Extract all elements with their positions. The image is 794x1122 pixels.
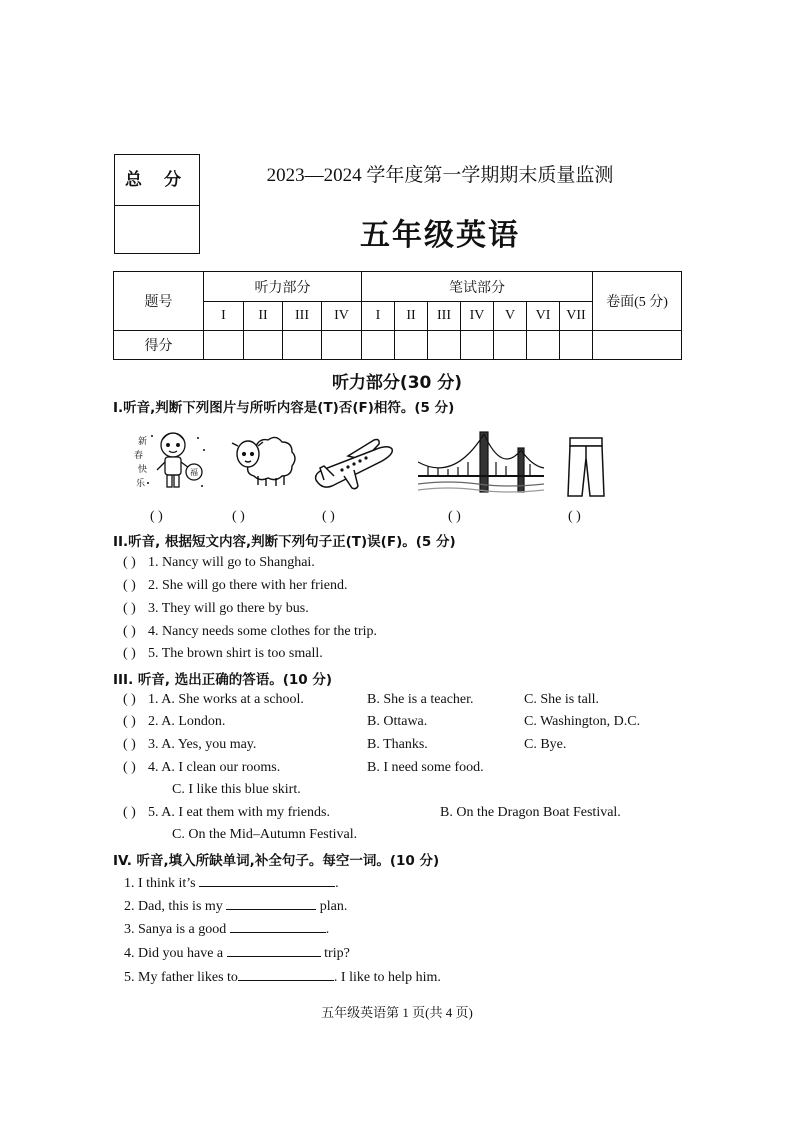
answer-paren[interactable]: ( ) bbox=[123, 555, 136, 570]
blank-field[interactable] bbox=[226, 896, 316, 910]
option-c: C. Bye. bbox=[524, 737, 567, 752]
trousers-icon bbox=[566, 436, 606, 498]
listening-col: I bbox=[204, 302, 244, 331]
writing-col: VII bbox=[560, 302, 593, 331]
option-b: B. Thanks. bbox=[367, 737, 428, 752]
list-item: 1. Nancy will go to Shanghai. bbox=[148, 555, 315, 570]
boy-new-year-icon bbox=[128, 428, 214, 496]
fill-sentence bbox=[124, 873, 339, 892]
score-cell[interactable] bbox=[461, 331, 494, 360]
caption-char: 春 bbox=[134, 451, 144, 461]
answer-paren[interactable]: ( ) bbox=[123, 805, 136, 820]
option-b: B. I need some food. bbox=[367, 760, 484, 775]
list-item: 4. Nancy needs some clothes for the trip. bbox=[148, 624, 377, 639]
option-b: B. Ottawa. bbox=[367, 714, 428, 729]
part2-heading: II.听音, 根据短文内容,判断下列句子正(T)误(F)。(5 分) bbox=[113, 534, 456, 550]
listening-col: IV bbox=[322, 302, 362, 331]
score-cell[interactable] bbox=[527, 331, 560, 360]
bridge-icon bbox=[418, 428, 544, 496]
option-a: 2. A. London. bbox=[148, 714, 226, 729]
blank-field[interactable] bbox=[230, 919, 326, 933]
writing-col: V bbox=[494, 302, 527, 331]
caption-char: 乐 bbox=[136, 479, 146, 489]
score-table bbox=[113, 271, 682, 360]
blank-field[interactable] bbox=[199, 873, 335, 887]
total-score-label: 总 分 bbox=[125, 170, 189, 190]
fill-sentence bbox=[124, 943, 350, 962]
sentence-after: plan. bbox=[319, 899, 348, 914]
option-a: 4. A. I clean our rooms. bbox=[148, 760, 281, 775]
answer-paren[interactable]: ( ) bbox=[232, 509, 245, 524]
blank-field[interactable] bbox=[238, 967, 334, 981]
writing-section-label: 笔试部分 bbox=[362, 272, 593, 302]
answer-paren[interactable]: ( ) bbox=[123, 760, 136, 775]
writing-col: II bbox=[395, 302, 428, 331]
list-item: 3. They will go there by bus. bbox=[148, 601, 309, 616]
caption-char: 快 bbox=[138, 465, 148, 475]
answer-paren[interactable]: ( ) bbox=[123, 624, 136, 639]
sentence-after: trip? bbox=[324, 946, 350, 961]
score-row-label: 得分 bbox=[114, 331, 204, 360]
answer-paren[interactable]: ( ) bbox=[123, 692, 136, 707]
option-c: C. I like this blue skirt. bbox=[172, 782, 301, 797]
part3-heading: III. 听音, 选出正确的答语。(10 分) bbox=[113, 672, 333, 688]
sentence-before: 5. My father likes to bbox=[124, 970, 238, 985]
listening-section-label: 听力部分 bbox=[204, 272, 362, 302]
sentence-before: 3. Sanya is a good bbox=[124, 922, 227, 937]
answer-paren[interactable]: ( ) bbox=[150, 509, 163, 524]
score-cell[interactable] bbox=[395, 331, 428, 360]
score-cell[interactable] bbox=[204, 331, 244, 360]
sentence-before: 2. Dad, this is my bbox=[124, 899, 223, 914]
answer-paren[interactable]: ( ) bbox=[448, 509, 461, 524]
option-b: B. On the Dragon Boat Festival. bbox=[440, 805, 621, 820]
exam-title: 2023—2024 学年度第一学期期末质量监测 bbox=[266, 165, 614, 186]
total-score-divider bbox=[115, 205, 199, 206]
answer-paren[interactable]: ( ) bbox=[568, 509, 581, 524]
listening-heading: 听力部分(30 分) bbox=[331, 373, 463, 393]
writing-col: III bbox=[428, 302, 461, 331]
total-score-box bbox=[114, 154, 200, 254]
part4-heading: IV. 听音,填入所缺单词,补全句子。每空一词。(10 分) bbox=[113, 853, 440, 869]
answer-paren[interactable]: ( ) bbox=[123, 601, 136, 616]
question-number-label: 题号 bbox=[114, 272, 204, 331]
neatness-label: 卷面(5 分) bbox=[593, 272, 682, 331]
score-cell[interactable] bbox=[283, 331, 322, 360]
option-a: 5. A. I eat them with my friends. bbox=[148, 805, 330, 820]
option-a: 3. A. Yes, you may. bbox=[148, 737, 257, 752]
answer-paren[interactable]: ( ) bbox=[123, 646, 136, 661]
option-c: C. Washington, D.C. bbox=[524, 714, 641, 729]
listening-col: III bbox=[283, 302, 322, 331]
airplane-icon bbox=[312, 436, 396, 492]
sheep-icon bbox=[230, 432, 300, 488]
score-cell[interactable] bbox=[322, 331, 362, 360]
list-item: 2. She will go there with her friend. bbox=[148, 578, 348, 593]
answer-paren[interactable]: ( ) bbox=[123, 578, 136, 593]
option-b: B. She is a teacher. bbox=[367, 692, 474, 707]
listening-col: II bbox=[244, 302, 283, 331]
score-cell[interactable] bbox=[560, 331, 593, 360]
sentence-before: 1. I think it’s bbox=[124, 876, 196, 891]
fill-sentence bbox=[124, 967, 441, 986]
fill-sentence bbox=[124, 919, 329, 938]
option-a: 1. A. She works at a school. bbox=[148, 692, 304, 707]
caption-char: 新 bbox=[138, 437, 148, 447]
sentence-after: . bbox=[335, 876, 339, 891]
writing-col: I bbox=[362, 302, 395, 331]
answer-paren[interactable]: ( ) bbox=[322, 509, 335, 524]
fu-sign: 福 bbox=[190, 468, 198, 477]
answer-paren[interactable]: ( ) bbox=[123, 737, 136, 752]
list-item: 5. The brown shirt is too small. bbox=[148, 646, 323, 661]
score-cell[interactable] bbox=[244, 331, 283, 360]
subject-title: 五年级英语 bbox=[360, 218, 520, 253]
fill-sentence bbox=[124, 896, 347, 915]
sentence-after: . bbox=[325, 922, 330, 937]
option-c: C. On the Mid–Autumn Festival. bbox=[172, 827, 358, 842]
page-footer: 五年级英语第 1 页(共 4 页) bbox=[321, 1005, 473, 1020]
score-cell[interactable] bbox=[593, 331, 682, 360]
sentence-after: . I like to help him. bbox=[333, 970, 441, 985]
writing-col: IV bbox=[461, 302, 494, 331]
score-cell[interactable] bbox=[362, 331, 395, 360]
sentence-before: 4. Did you have a bbox=[124, 946, 224, 961]
part1-heading: I.听音,判断下列图片与所听内容是(T)否(F)相符。(5 分) bbox=[113, 400, 455, 416]
blank-field[interactable] bbox=[227, 943, 321, 957]
score-cell[interactable] bbox=[428, 331, 461, 360]
answer-paren[interactable]: ( ) bbox=[123, 714, 136, 729]
option-c: C. She is tall. bbox=[524, 692, 600, 707]
score-cell[interactable] bbox=[494, 331, 527, 360]
writing-col: VI bbox=[527, 302, 560, 331]
